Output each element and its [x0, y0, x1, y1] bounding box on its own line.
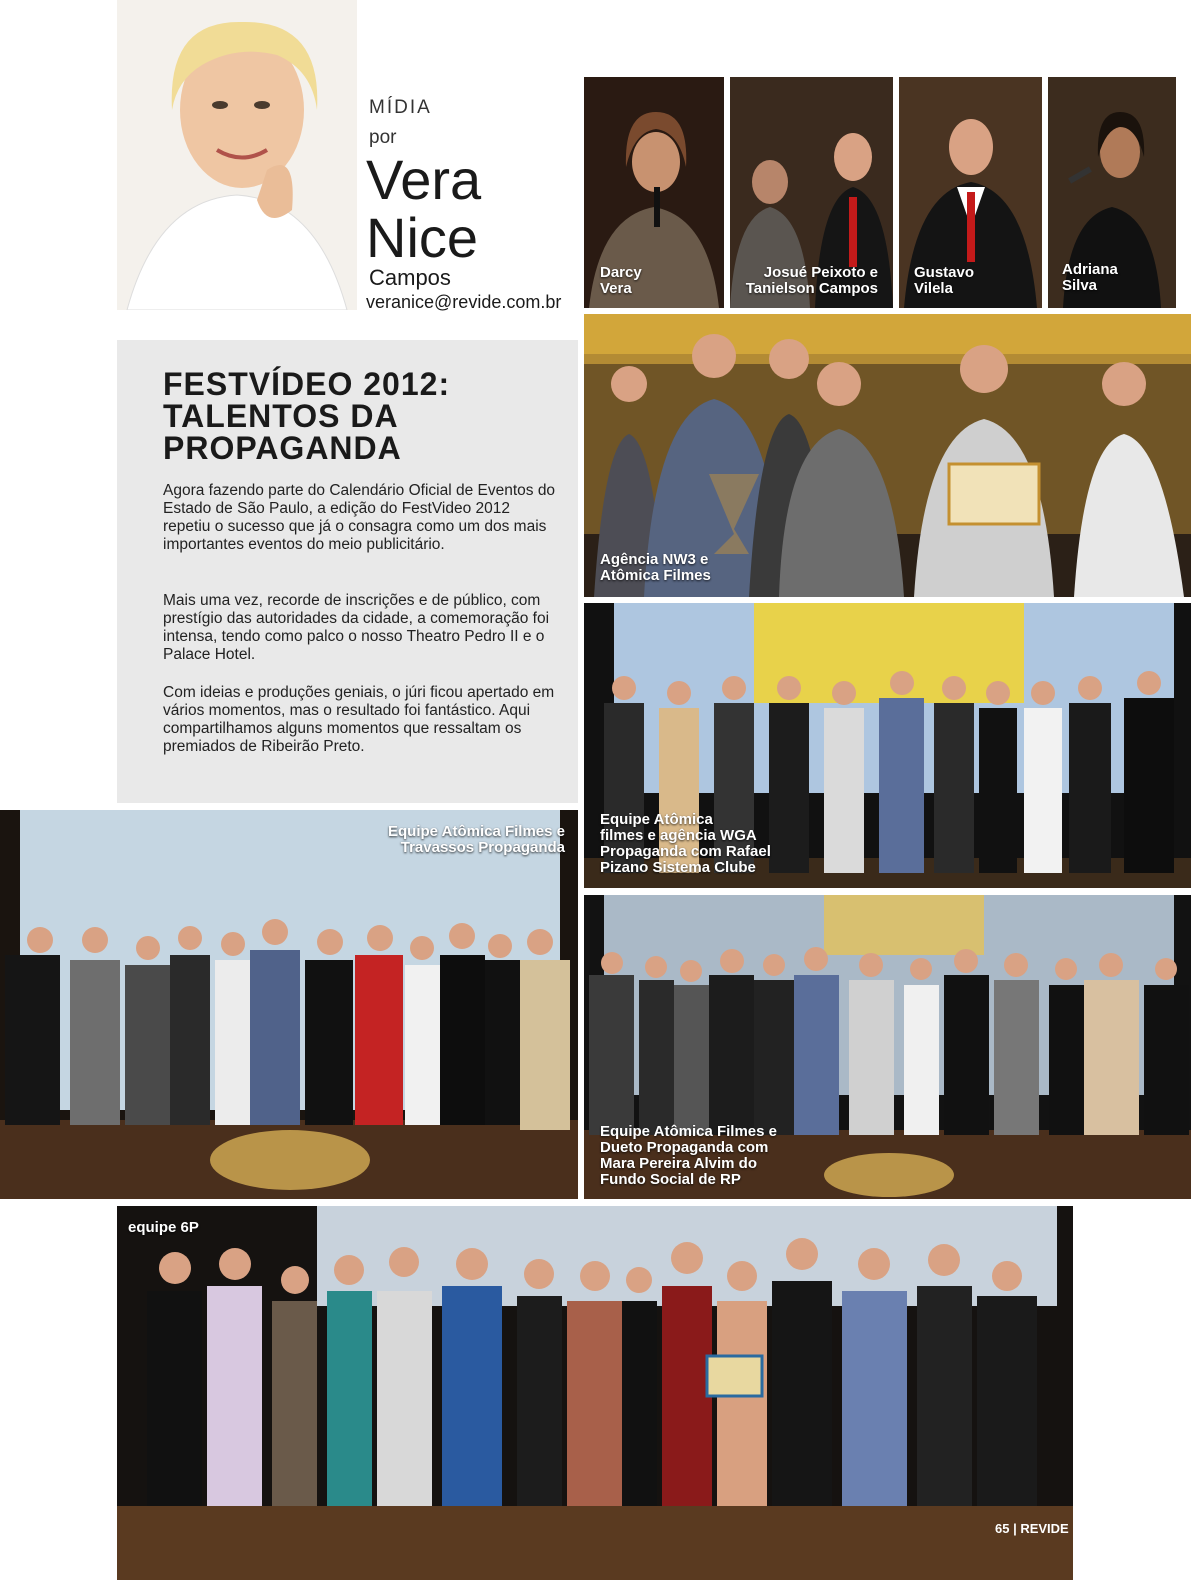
caption-darcy-vera: Darcy Vera [600, 264, 642, 297]
column-section-label: MÍDIA [369, 97, 432, 118]
photo-travassos-propaganda [0, 810, 578, 1199]
article-paragraph: Com ideias e produções geniais, o júri ficou apertado em vários momentos, mas o resultado foi fantástico. Aqui compartilhamos alguns momentos que ressaltam os premiados de Ribeirão Preto. [163, 684, 555, 755]
author-surname: Campos [369, 265, 451, 290]
caption-dueto-propaganda: Equipe Atômica Filmes e Dueto Propaganda com Mara Pereira Alvim do Fundo Social de RP [600, 1123, 777, 1188]
caption-wga-propaganda: Equipe Atômica filmes e agência WGA Propaganda com Rafael Pizano Sistema Clube [600, 811, 771, 876]
author-email: veranice@revide.com.br [366, 292, 562, 312]
article-paragraph: Mais uma vez, recorde de inscrições e de público, com prestígio das autoridades da cidade, a comemoração foi intensa, tendo como palco o nosso Theatro Pedro II e o Palace Hotel. [163, 592, 550, 663]
article-paragraph: Agora fazendo parte do Calendário Oficial de Eventos do Estado de São Paulo, a edição do FestVideo 2012 repetiu o sucesso que já o consagra como um dos mais importantes eventos do meio publicitário. [163, 482, 556, 553]
author-portrait [117, 0, 357, 310]
caption-josue-tanielson: Josué Peixoto e Tanielson Campos [745, 264, 878, 297]
caption-nw3-atomica: Agência NW3 e Atômica Filmes [600, 551, 711, 584]
article-headline: FESTVÍDEO 2012: TALENTOS DA PROPAGANDA [163, 366, 451, 466]
author-last-name: Nice [366, 206, 479, 269]
author-first-name: Vera [366, 148, 482, 211]
caption-adriana-silva: Adriana Silva [1062, 261, 1118, 294]
byline-label: por [369, 127, 397, 148]
caption-gustavo-vilela: Gustavo Vilela [914, 264, 975, 297]
photo-equipe-6p [117, 1206, 1073, 1580]
page-number-footer: 65 | REVIDE [995, 1521, 1069, 1536]
caption-equipe-6p: equipe 6P [128, 1219, 199, 1236]
caption-travassos-propaganda: Equipe Atômica Filmes e Travassos Propaganda [388, 823, 565, 856]
